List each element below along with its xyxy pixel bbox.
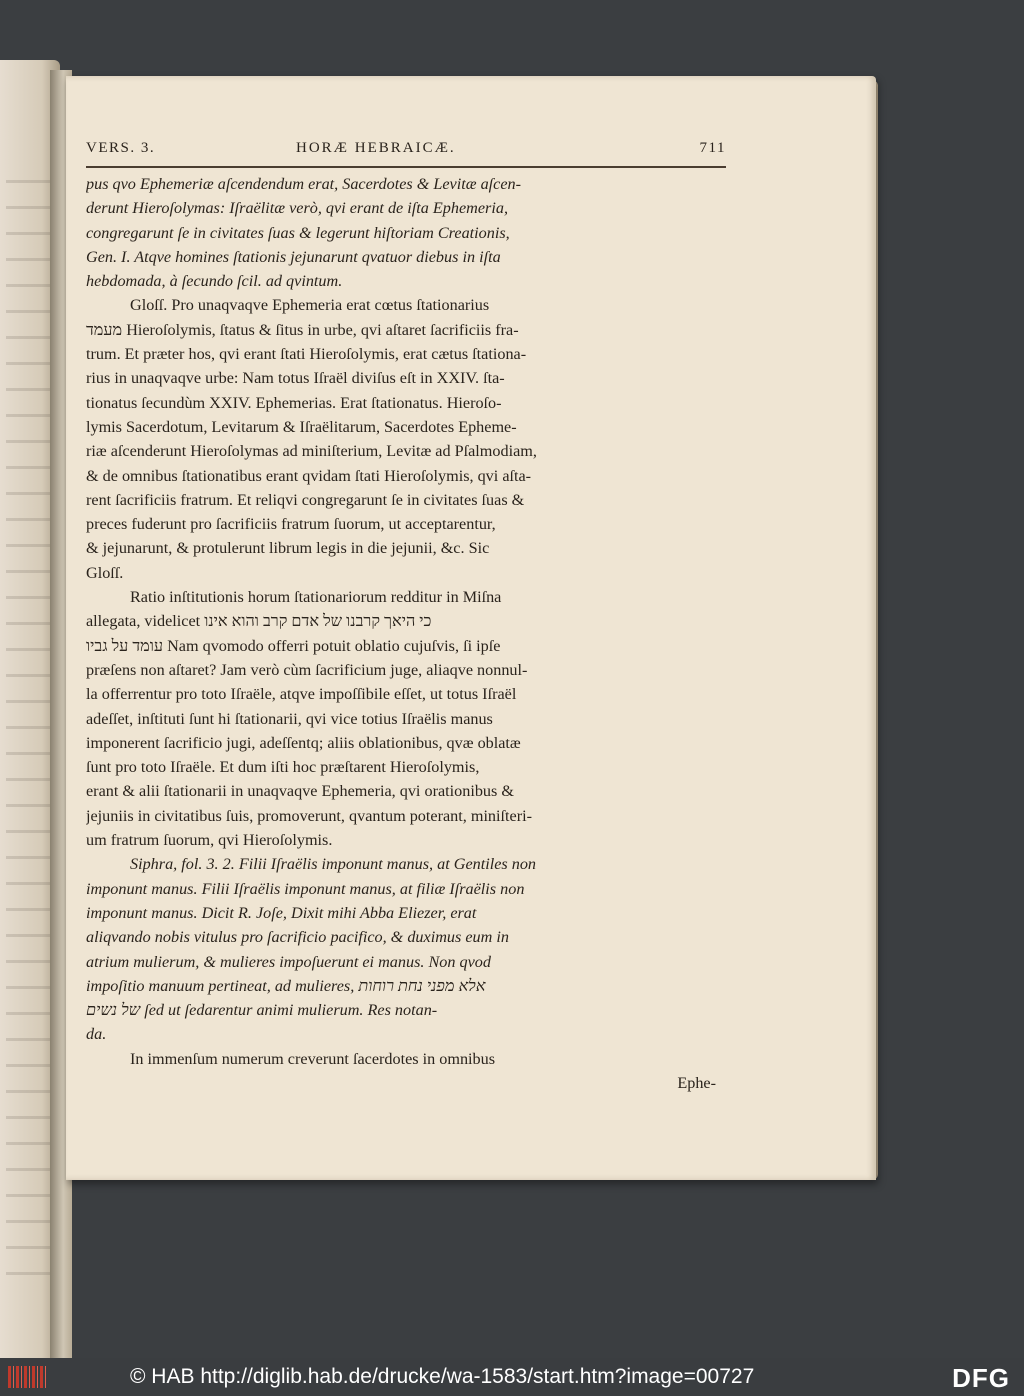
text-line: pus qvo Ephemeriæ aſcendendum erat, Sacerdotes & Levitæ aſcen- — [86, 175, 522, 193]
header-verse: VERS. 3. — [86, 140, 156, 156]
text-line: rius in unaqvaqve urbe: Nam totus Iſraël diviſus eſt in XXIV. ſta- — [86, 369, 505, 388]
viewer-footer — [0, 1358, 1024, 1396]
hab-logo-icon — [8, 1366, 48, 1388]
text-line: congregarunt ſe in civitates ſuas & legerunt hiſtoriam Creationis, — [86, 223, 510, 242]
header-title: HORÆ HEBRAICÆ. — [296, 140, 456, 156]
dfg-logo: DFG — [952, 1363, 1010, 1393]
text-line: של נשים ſed ut ſedarentur animi mulierum. Res notan- — [86, 1001, 438, 1020]
text-line: da. — [86, 1025, 107, 1044]
text-line: Ephe- — [677, 1073, 716, 1092]
text-line: Gloſſ. Pro unaqvaqve Ephemeria erat cœtus ſtationarius — [130, 296, 490, 315]
text-line: atrium mulierum, & mulieres impoſuerunt ei manus. Non qvod — [86, 952, 491, 971]
text-line: um fratrum ſuorum, qvi Hieroſolymis. — [86, 831, 333, 850]
running-header — [86, 140, 726, 164]
text-line: præſens non aſtaret? Jam verò cùm ſacrificium juge, aliaqve nonnul- — [86, 660, 528, 679]
text-line: derunt Hieroſolymas: Iſraëlitæ verò, qvi erant de iſta Ephemeria, — [86, 199, 508, 218]
text-line: Gloſſ. — [86, 563, 124, 582]
text-line: Siphra, fol. 3. 2. Filii Iſraëlis imponunt manus, at Gentiles non — [130, 855, 537, 874]
text-line: & jejunarunt, & protulerunt librum legis in die jejunii, &c. Sic — [86, 539, 490, 558]
page-number: 711 — [699, 140, 726, 156]
text-line: riæ aſcenderunt Hieroſolymas ad miniſterium, Levitæ ad Pſalmodiam, — [86, 442, 537, 461]
text-line: imponunt manus. Dicit R. Joſe, Dixit mihi Abba Eliezer, erat — [86, 903, 477, 922]
text-line: aliqvando nobis vitulus pro ſacrificio pacifico, & duximus eum in — [86, 928, 509, 947]
text-line: imponerent ſacrificio jugi, adeſſentq; aliis oblationibus, qvæ oblatæ — [86, 733, 521, 752]
text-line: Gen. I. Atqve homines ſtationis jejunarunt qvatuor diebus in iſta — [86, 247, 501, 266]
text-line: erant & alii ſtationarii in unaqvaqve Ephemeria, qvi orationibus & — [86, 782, 514, 801]
text-line: preces fuderunt pro ſacrificiis fratrum ſuorum, ut acceptarentur, — [86, 515, 496, 534]
text-line: adeſſet, inſtituti ſunt hi ſtationarii, qvi vice totius Iſraëlis manus — [86, 709, 493, 728]
text-line: lymis Sacerdotum, Levitarum & Iſraëlitarum, Sacerdotes Epheme- — [86, 417, 517, 436]
book-page — [66, 76, 876, 1180]
text-line: hebdomada, à ſecundo ſcil. ad qvintum. — [86, 272, 343, 291]
text-line: imponunt manus. Filii Iſraëlis imponunt manus, at filiæ Iſraëlis non — [86, 879, 525, 898]
text-line: מעמד Hieroſolymis, ſtatus & ſitus in urbe, qvi aſtaret ſacrificiis fra- — [86, 320, 519, 339]
text-line: In immenſum numerum creverunt ſacerdotes in omnibus — [130, 1049, 496, 1068]
text-line: ſunt pro toto Iſraële. Et dum iſti hoc præſtarent Hieroſolymis, — [86, 758, 480, 777]
header-rule — [86, 166, 726, 168]
text-line: la offerrentur pro toto Iſraële, atqve impoſſibile eſſet, ut totus Iſraël — [86, 685, 517, 704]
copyright-link[interactable]: © HAB http://diglib.hab.de/drucke/wa-1583/start.htm?image=00727 — [130, 1365, 755, 1388]
text-line: trum. Et præter hos, qvi erant ſtati Hieroſolymis, erat cætus ſtationa- — [86, 345, 527, 364]
text-line: tionatus ſecundùm XXIV. Ephemerias. Erat ſtationatus. Hieroſo- — [86, 393, 502, 412]
text-line: עומד על גביו Nam qvomodo offerri potuit oblatio cujuſvis, ſi ipſe — [86, 636, 501, 655]
text-line: rent ſacrificiis fratrum. Et reliqvi congregarunt ſe in civitates ſuas & — [86, 490, 525, 509]
page-content — [86, 140, 726, 1095]
text-line: impoſitio manuum pertineat, ad mulieres, אלא מפני נחת רוחות — [86, 976, 486, 995]
text-line: & de omnibus ſtationatibus erant qvidam ſtati Hieroſolymis, qvi aſta- — [86, 466, 532, 485]
text-line: jejuniis in civitatibus ſuis, promoverunt, qvantum poterant, miniſteri- — [86, 806, 532, 825]
text-line: Ratio inſtitutionis horum ſtationariorum redditur in Miſna — [130, 588, 502, 607]
body-text — [86, 172, 726, 1095]
text-line: allegata, videlicet כי היאך קרבנו של אדם קרב והוא אינו — [86, 612, 432, 631]
